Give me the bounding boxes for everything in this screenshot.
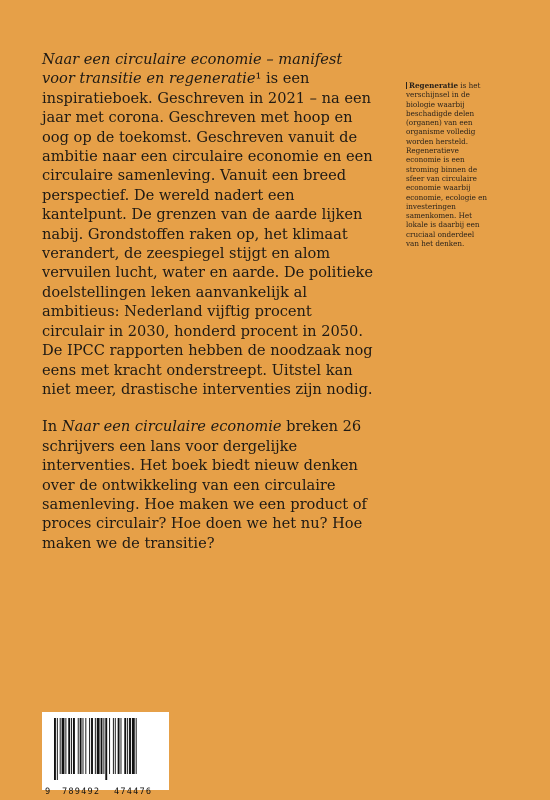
barcode-bar	[54, 718, 56, 780]
barcode-bar	[101, 718, 103, 774]
footnote-marker	[406, 82, 407, 89]
book-title-short: Naar een circulaire economie	[61, 418, 282, 436]
intro-body: Geschreven in 2021 – na een jaar met corona. Geschreven met hoop en oog op de toekomst. Geschreven vanuit de ambitie naar een circulaire economie en een circulaire samenleving. Vanuit een breed perspectief. De wereld nadert een kantelpunt. De grenzen van de aarde lijken nabij. Grondstoffen raken op, het klimaat verandert, de zeespiegel stijgt en alom vervuilen lucht, water en aarde. De politieke doelstellingen leken aanvankelijk al ambitieus: Nederland vijftig procent circulair in 2030, honderd procent in 2050. De IPCC rapporten hebben de noodzaak nog eens met kracht onderstreept. Uitstel kan niet meer, drastische interventies zijn nodig.	[42, 89, 373, 398]
barcode-bar	[89, 718, 90, 774]
title-suffix: ¹ is een inspiratieboek.	[42, 70, 310, 107]
back-cover-text	[42, 50, 377, 553]
second-paragraph	[42, 417, 377, 553]
barcode-bar	[136, 718, 137, 774]
sidenote-definition: is het verschijnsel in de biologie waarbij beschadigde delen (organen) van een organisme volledig worden hersteld.	[406, 81, 481, 146]
barcode-bar	[109, 718, 110, 774]
sidenote-definition-2: Regeneratieve economie is een stroming binnen de sfeer van circulaire economie waarbij economie, ecologie en investeringen samenkomen. Het lokale is daarbij een cruciaal onderdeel van het denken.	[406, 146, 488, 249]
second-prefix: In	[42, 418, 62, 436]
barcode-bar	[113, 718, 114, 774]
sidenote-regeneratieve	[406, 146, 488, 248]
barcode-bar	[127, 718, 128, 774]
barcode-bar	[73, 718, 75, 774]
barcode-group-left: 789492	[62, 787, 101, 797]
barcode-bar	[97, 718, 100, 774]
book-title: Naar een circulaire economie – manifest voor transitie en regeneratie	[42, 51, 343, 88]
sidenote-term: Regeneratie	[409, 81, 459, 90]
isbn-barcode	[42, 712, 169, 797]
barcode-bar	[83, 718, 84, 774]
barcode-bar	[105, 718, 107, 780]
barcode-bar	[85, 718, 86, 774]
barcode-bar	[118, 718, 120, 774]
barcode-bar	[57, 718, 58, 780]
barcode-bar	[95, 718, 96, 774]
barcode-bars	[42, 712, 169, 790]
barcode-digit-first: 9	[45, 787, 51, 797]
barcode-bar	[132, 718, 135, 774]
barcode-bar	[103, 718, 104, 774]
barcode-bar	[68, 718, 70, 774]
barcode-group-right: 474476	[114, 787, 153, 797]
barcode-bar	[62, 718, 65, 774]
barcode-bar	[65, 718, 66, 774]
barcode-bar	[60, 718, 61, 774]
second-body: breken 26 schrijvers een lans voor dergelijke interventies. Het boek biedt nieuw denken over de ontwikkeling van een circulaire samenleving. Hoe maken we een product of proces circulair? Hoe doen we het nu? Hoe maken we de transitie?	[42, 418, 367, 552]
barcode-bar	[80, 718, 82, 774]
sidenote-regeneratie	[406, 81, 488, 146]
sidenote	[406, 81, 488, 248]
intro-paragraph	[42, 50, 377, 399]
barcode-bar	[78, 718, 79, 774]
barcode-bar	[124, 718, 126, 774]
barcode-bar	[121, 718, 122, 774]
barcode-bar	[129, 718, 131, 774]
barcode-bar	[91, 718, 93, 774]
barcode-bar	[71, 718, 72, 774]
barcode-bar	[115, 718, 116, 774]
